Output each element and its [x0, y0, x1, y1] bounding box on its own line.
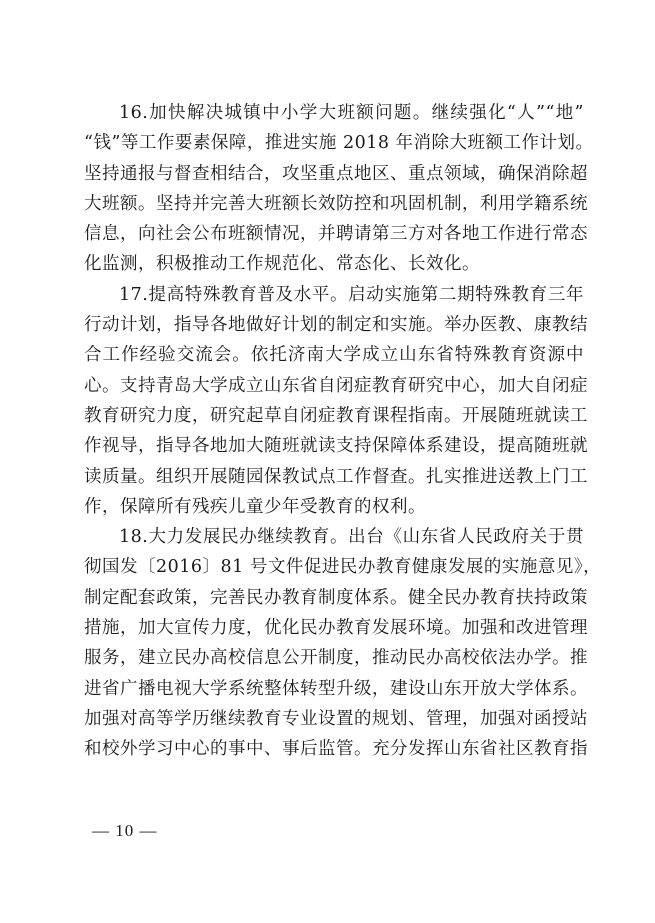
paragraph-18-line-4: 措施，加大宣传力度，优化民办教育发展环境。加强和改进管理	[84, 618, 588, 639]
paragraph-18-line-3: 制定配套政策，完善民办教育制度体系。健全民办教育扶持政策	[84, 587, 588, 608]
paragraph-16-line-5: 信息，向社会公布班额情况，并聘请第三方对各地工作进行常态	[84, 224, 588, 245]
paragraph-16-line-1: 16.加快解决城镇中小学大班额问题。继续强化“人”“地”	[119, 103, 584, 123]
paragraph-16-line-2: “钱”等工作要素保障，推进实施 2018 年消除大班额工作计划。	[84, 133, 594, 154]
paragraph-17-line-2: 行动计划，指导各地做好计划的制定和实施。举办医教、康教结	[84, 315, 588, 336]
paragraph-16-line-6: 化监测，积极推动工作规范化、常态化、长效化。	[84, 254, 480, 275]
paragraph-17-line-3: 合工作经验交流会。依托济南大学成立山东省特殊教育资源中	[84, 345, 584, 366]
paragraph-18-line-5: 服务，建立民办高校信息公开制度，推动民办高校依法办学。推	[84, 648, 588, 669]
paragraph-18-line-8: 和校外学习中心的事中、事后监管。充分发挥山东省社区教育指	[84, 739, 588, 760]
paragraph-18-line-7: 加强对高等学历继续教育专业设置的规划、管理，加强对函授站	[84, 708, 588, 729]
paragraph-17-line-8: 作，保障所有残疾儿童少年受教育的权利。	[84, 496, 426, 517]
paragraph-18-line-1: 18.大力发展民办继续教育。出台《山东省人民政府关于贯	[119, 527, 584, 548]
paragraph-17-line-1: 17.提高特殊教育普及水平。启动实施第二期特殊教育三年	[119, 284, 584, 305]
paragraph-18-line-6: 进省广播电视大学系统整体转型升级，建设山东开放大学体系。	[84, 678, 588, 699]
paragraph-17-line-4: 心。支持青岛大学成立山东省自闭症教育研究中心，加大自闭症	[84, 375, 588, 396]
paragraph-17-line-5: 教育研究力度，研究起草自闭症教育课程指南。开展随班就读工	[84, 405, 588, 426]
paragraph-18-line-2: 彻国发〔2016〕81 号文件促进民办教育健康发展的实施意见》，	[84, 557, 602, 578]
paragraph-17-line-6: 作视导，指导各地加大随班就读支持保障体系建设，提高随班就	[84, 436, 588, 457]
page-number: — 10 —	[92, 821, 158, 840]
paragraph-17-line-7: 读质量。组织开展随园保教试点工作督查。扎实推进送教上门工	[84, 466, 588, 487]
paragraph-16-line-3: 坚持通报与督查相结合，攻坚重点地区、重点领域，确保消除超	[84, 163, 588, 184]
body-text	[84, 98, 602, 765]
paragraph-16-line-4: 大班额。坚持并完善大班额长效防控和巩固机制，利用学籍系统	[84, 193, 588, 214]
